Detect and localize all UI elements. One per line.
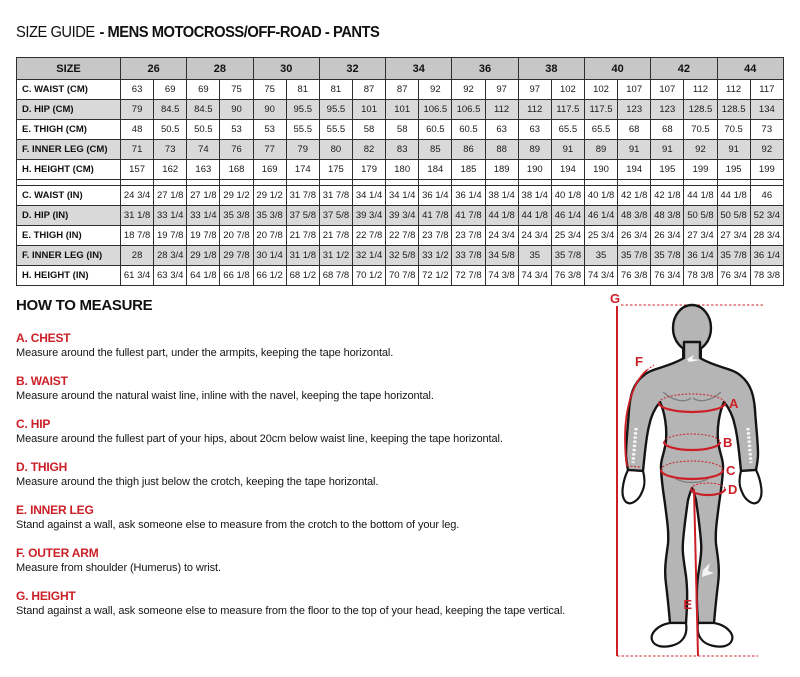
size-value-cell: 86 — [452, 140, 485, 160]
size-value-cell: 75 — [220, 80, 253, 100]
size-column-header: 38 — [518, 58, 584, 80]
measure-item-text: Measure around the fullest part of your hips, about 20cm below waist line, keeping the tape horizontal. — [16, 433, 503, 445]
size-value-cell: 19 7/8 — [187, 226, 220, 246]
measure-item-text: Measure around the thigh just below the crotch, keeping the tape horizontal. — [16, 476, 379, 488]
size-value-cell: 185 — [452, 160, 485, 180]
size-value-cell: 35 — [584, 246, 617, 266]
size-value-cell: 31 1/8 — [121, 206, 154, 226]
size-value-cell: 27 3/4 — [684, 226, 717, 246]
measure-item-text: Measure around the natural waist line, inline with the navel, keeping the tape horizontal. — [16, 390, 434, 402]
size-value-cell: 63 — [518, 120, 551, 140]
size-value-cell: 74 — [187, 140, 220, 160]
size-value-cell: 32 5/8 — [386, 246, 419, 266]
left-hand — [622, 470, 644, 503]
size-value-cell: 35 3/8 — [220, 206, 253, 226]
size-value-cell: 69 — [187, 80, 220, 100]
figure-label-a: A — [729, 396, 739, 411]
size-value-cell: 194 — [618, 160, 651, 180]
size-value-cell: 35 7/8 — [651, 246, 684, 266]
size-value-cell: 190 — [518, 160, 551, 180]
size-value-cell: 40 1/8 — [551, 186, 584, 206]
size-column-header: 34 — [386, 58, 452, 80]
size-value-cell: 61 3/4 — [121, 266, 154, 286]
size-value-cell: 65.5 — [584, 120, 617, 140]
size-value-cell: 31 1/8 — [286, 246, 319, 266]
size-value-cell: 90 — [220, 100, 253, 120]
size-value-cell: 60.5 — [452, 120, 485, 140]
size-value-cell: 68 — [618, 120, 651, 140]
size-value-cell: 38 1/4 — [485, 186, 518, 206]
size-value-cell: 20 7/8 — [253, 226, 286, 246]
size-value-cell: 28 3/4 — [154, 246, 187, 266]
right-hand — [740, 470, 762, 503]
size-value-cell: 21 7/8 — [319, 226, 352, 246]
measure-item-text: Stand against a wall, ask someone else to measure from the floor to the top of your head, keeping the tape vertical. — [16, 605, 566, 617]
size-value-cell: 112 — [518, 100, 551, 120]
size-value-cell: 29 7/8 — [220, 246, 253, 266]
size-column-header: 44 — [717, 58, 783, 80]
size-value-cell: 26 3/4 — [651, 226, 684, 246]
size-value-cell: 31 1/2 — [319, 246, 352, 266]
size-value-cell: 36 1/4 — [750, 246, 783, 266]
size-value-cell: 79 — [286, 140, 319, 160]
size-value-cell: 36 1/4 — [684, 246, 717, 266]
size-value-cell: 199 — [750, 160, 783, 180]
size-value-cell: 87 — [352, 80, 385, 100]
size-value-cell: 53 — [220, 120, 253, 140]
size-value-cell: 88 — [485, 140, 518, 160]
measure-item-label: F. OUTER ARM — [16, 546, 99, 560]
size-table-row — [17, 100, 784, 120]
size-value-cell: 76 3/8 — [551, 266, 584, 286]
size-value-cell: 169 — [253, 160, 286, 180]
size-value-cell: 101 — [352, 100, 385, 120]
size-value-cell: 76 3/8 — [618, 266, 651, 286]
size-value-cell: 95.5 — [319, 100, 352, 120]
size-value-cell: 168 — [220, 160, 253, 180]
size-value-cell: 68 — [651, 120, 684, 140]
body-diagram — [595, 280, 800, 677]
size-value-cell: 28 — [121, 246, 154, 266]
size-value-cell: 58 — [352, 120, 385, 140]
size-value-cell: 48 — [121, 120, 154, 140]
size-value-cell: 65.5 — [551, 120, 584, 140]
size-value-cell: 84.5 — [187, 100, 220, 120]
size-value-cell: 44 1/8 — [684, 186, 717, 206]
size-value-cell: 157 — [121, 160, 154, 180]
size-value-cell: 34 1/4 — [352, 186, 385, 206]
size-value-cell: 128.5 — [717, 100, 750, 120]
page-title — [16, 24, 379, 42]
size-value-cell: 76 3/4 — [651, 266, 684, 286]
size-value-cell: 20 7/8 — [220, 226, 253, 246]
figure-label-c: C — [726, 463, 736, 478]
size-value-cell: 70 7/8 — [386, 266, 419, 286]
size-value-cell: 22 7/8 — [352, 226, 385, 246]
measure-item-text: Measure around the fullest part, under the armpits, keeping the tape horizontal. — [16, 347, 394, 359]
size-table — [16, 57, 784, 286]
size-value-cell: 117 — [750, 80, 783, 100]
size-value-cell: 76 3/4 — [717, 266, 750, 286]
size-value-cell: 68 1/2 — [286, 266, 319, 286]
size-value-cell: 75 — [253, 80, 286, 100]
size-value-cell: 87 — [386, 80, 419, 100]
measure-item-label: A. CHEST — [16, 331, 71, 345]
size-value-cell: 70.5 — [684, 120, 717, 140]
measure-item — [16, 417, 616, 447]
size-column-header: 42 — [651, 58, 717, 80]
size-value-cell: 180 — [386, 160, 419, 180]
size-value-cell: 48 3/8 — [651, 206, 684, 226]
row-label: E. THIGH (CM) — [17, 120, 121, 140]
size-value-cell: 58 — [386, 120, 419, 140]
size-value-cell: 64 1/8 — [187, 266, 220, 286]
size-value-cell: 60.5 — [419, 120, 452, 140]
size-value-cell: 36 1/4 — [419, 186, 452, 206]
size-value-cell: 102 — [584, 80, 617, 100]
size-value-cell: 29 1/2 — [253, 186, 286, 206]
size-value-cell: 19 7/8 — [154, 226, 187, 246]
size-table-header-row — [17, 58, 784, 80]
size-value-cell: 69 — [154, 80, 187, 100]
size-value-cell: 22 7/8 — [386, 226, 419, 246]
size-value-cell: 27 3/4 — [717, 226, 750, 246]
size-table-corner-header: SIZE — [17, 58, 121, 80]
size-value-cell: 44 1/8 — [485, 206, 518, 226]
size-value-cell: 72 7/8 — [452, 266, 485, 286]
size-value-cell: 79 — [121, 100, 154, 120]
size-value-cell: 123 — [618, 100, 651, 120]
measure-item-label: D. THIGH — [16, 460, 68, 474]
size-value-cell: 101 — [386, 100, 419, 120]
measurement-figure — [595, 280, 800, 677]
figure-label-g: G — [610, 291, 621, 306]
size-value-cell: 53 — [253, 120, 286, 140]
size-value-cell: 31 7/8 — [286, 186, 319, 206]
row-label: D. HIP (IN) — [17, 206, 121, 226]
size-value-cell: 44 1/8 — [518, 206, 551, 226]
measure-item-text: Measure from shoulder (Humerus) to wrist. — [16, 562, 221, 574]
size-value-cell: 50 5/8 — [684, 206, 717, 226]
size-value-cell: 80 — [319, 140, 352, 160]
size-column-header: 36 — [452, 58, 518, 80]
size-value-cell: 81 — [286, 80, 319, 100]
size-value-cell: 92 — [684, 140, 717, 160]
size-value-cell: 33 1/4 — [154, 206, 187, 226]
size-value-cell: 25 3/4 — [551, 226, 584, 246]
size-value-cell: 174 — [286, 160, 319, 180]
size-value-cell: 27 1/8 — [154, 186, 187, 206]
size-value-cell: 23 7/8 — [419, 226, 452, 246]
size-value-cell: 81 — [319, 80, 352, 100]
size-column-header: 30 — [253, 58, 319, 80]
page-title-prefix: SIZE GUIDE — [16, 24, 95, 41]
size-value-cell: 24 3/4 — [121, 186, 154, 206]
row-label: F. INNER LEG (CM) — [17, 140, 121, 160]
size-value-cell: 83 — [386, 140, 419, 160]
size-value-cell: 39 3/4 — [386, 206, 419, 226]
size-value-cell: 23 7/8 — [452, 226, 485, 246]
size-value-cell: 50.5 — [187, 120, 220, 140]
measure-item-label: C. HIP — [16, 417, 51, 431]
size-table-row — [17, 80, 784, 100]
size-value-cell: 55.5 — [319, 120, 352, 140]
size-value-cell: 31 7/8 — [319, 186, 352, 206]
size-value-cell: 91 — [651, 140, 684, 160]
size-value-cell: 189 — [485, 160, 518, 180]
size-table-row — [17, 186, 784, 206]
size-value-cell: 78 3/8 — [750, 266, 783, 286]
size-value-cell: 76 — [220, 140, 253, 160]
measure-item — [16, 460, 616, 490]
figure-label-d: D — [728, 482, 738, 497]
size-value-cell: 26 3/4 — [618, 226, 651, 246]
size-value-cell: 123 — [651, 100, 684, 120]
size-table-row — [17, 226, 784, 246]
size-value-cell: 24 3/4 — [485, 226, 518, 246]
size-value-cell: 32 1/4 — [352, 246, 385, 266]
size-value-cell: 175 — [319, 160, 352, 180]
size-value-cell: 92 — [419, 80, 452, 100]
size-value-cell: 84.5 — [154, 100, 187, 120]
size-value-cell: 91 — [618, 140, 651, 160]
size-value-cell: 42 1/8 — [651, 186, 684, 206]
size-value-cell: 52 3/4 — [750, 206, 783, 226]
size-value-cell: 55.5 — [286, 120, 319, 140]
size-column-header: 26 — [121, 58, 187, 80]
size-value-cell: 50.5 — [154, 120, 187, 140]
size-value-cell: 21 7/8 — [286, 226, 319, 246]
size-value-cell: 66 1/8 — [220, 266, 253, 286]
size-value-cell: 36 1/4 — [452, 186, 485, 206]
size-value-cell: 92 — [750, 140, 783, 160]
size-value-cell: 30 1/4 — [253, 246, 286, 266]
size-value-cell: 97 — [518, 80, 551, 100]
size-value-cell: 39 3/4 — [352, 206, 385, 226]
size-value-cell: 46 1/4 — [584, 206, 617, 226]
size-value-cell: 18 7/8 — [121, 226, 154, 246]
size-value-cell: 28 3/4 — [750, 226, 783, 246]
size-value-cell: 117.5 — [551, 100, 584, 120]
size-value-cell: 91 — [717, 140, 750, 160]
size-table-row — [17, 206, 784, 226]
size-value-cell: 63 — [121, 80, 154, 100]
size-value-cell: 48 3/8 — [618, 206, 651, 226]
size-value-cell: 195 — [717, 160, 750, 180]
size-value-cell: 35 3/8 — [253, 206, 286, 226]
size-value-cell: 44 1/8 — [717, 186, 750, 206]
size-value-cell: 42 1/8 — [618, 186, 651, 206]
size-value-cell: 37 5/8 — [319, 206, 352, 226]
size-value-cell: 74 3/4 — [584, 266, 617, 286]
size-value-cell: 89 — [518, 140, 551, 160]
size-value-cell: 97 — [485, 80, 518, 100]
figure-label-b: B — [723, 435, 733, 450]
size-value-cell: 29 1/2 — [220, 186, 253, 206]
how-to-measure-heading: HOW TO MEASURE — [16, 297, 153, 314]
size-value-cell: 34 1/4 — [386, 186, 419, 206]
page-title-rest: - MENS MOTOCROSS/OFF-ROAD - PANTS — [99, 24, 380, 41]
size-value-cell: 89 — [584, 140, 617, 160]
size-value-cell: 73 — [154, 140, 187, 160]
size-value-cell: 46 — [750, 186, 783, 206]
size-value-cell: 70.5 — [717, 120, 750, 140]
size-value-cell: 74 3/8 — [485, 266, 518, 286]
size-value-cell: 71 — [121, 140, 154, 160]
size-value-cell: 184 — [419, 160, 452, 180]
size-value-cell: 37 5/8 — [286, 206, 319, 226]
row-label: H. HEIGHT (CM) — [17, 160, 121, 180]
row-label: D. HIP (CM) — [17, 100, 121, 120]
size-value-cell: 33 1/4 — [187, 206, 220, 226]
size-value-cell: 78 3/8 — [684, 266, 717, 286]
measure-item-text: Stand against a wall, ask someone else to measure from the crotch to the bottom of your leg. — [16, 519, 460, 531]
size-value-cell: 128.5 — [684, 100, 717, 120]
size-value-cell: 25 3/4 — [584, 226, 617, 246]
size-value-cell: 112 — [717, 80, 750, 100]
size-value-cell: 63 — [485, 120, 518, 140]
size-value-cell: 38 1/4 — [518, 186, 551, 206]
size-column-header: 28 — [187, 58, 253, 80]
size-value-cell: 106.5 — [419, 100, 452, 120]
size-value-cell: 73 — [750, 120, 783, 140]
size-value-cell: 63 3/4 — [154, 266, 187, 286]
size-value-cell: 95.5 — [286, 100, 319, 120]
size-value-cell: 27 1/8 — [187, 186, 220, 206]
figure-label-f: F — [635, 354, 643, 369]
size-value-cell: 190 — [584, 160, 617, 180]
row-label: F. INNER LEG (IN) — [17, 246, 121, 266]
measure-item-label: E. INNER LEG — [16, 503, 94, 517]
size-value-cell: 35 7/8 — [618, 246, 651, 266]
size-value-cell: 66 1/2 — [253, 266, 286, 286]
measure-item — [16, 589, 616, 619]
size-value-cell: 179 — [352, 160, 385, 180]
size-value-cell: 34 5/8 — [485, 246, 518, 266]
size-value-cell: 107 — [618, 80, 651, 100]
size-value-cell: 107 — [651, 80, 684, 100]
size-value-cell: 40 1/8 — [584, 186, 617, 206]
size-table-row — [17, 120, 784, 140]
size-value-cell: 199 — [684, 160, 717, 180]
size-value-cell: 163 — [187, 160, 220, 180]
size-value-cell: 194 — [551, 160, 584, 180]
size-column-header: 40 — [584, 58, 650, 80]
size-value-cell: 82 — [352, 140, 385, 160]
how-to-measure-section — [16, 297, 616, 632]
size-value-cell: 92 — [452, 80, 485, 100]
size-value-cell: 46 1/4 — [551, 206, 584, 226]
size-column-header: 32 — [319, 58, 385, 80]
size-value-cell: 68 7/8 — [319, 266, 352, 286]
row-label: C. WAIST (IN) — [17, 186, 121, 206]
size-value-cell: 29 1/8 — [187, 246, 220, 266]
measure-item-label: B. WAIST — [16, 374, 68, 388]
size-value-cell: 85 — [419, 140, 452, 160]
size-value-cell: 112 — [485, 100, 518, 120]
size-value-cell: 134 — [750, 100, 783, 120]
row-label: C. WAIST (CM) — [17, 80, 121, 100]
size-value-cell: 70 1/2 — [352, 266, 385, 286]
size-value-cell: 33 1/2 — [419, 246, 452, 266]
size-value-cell: 106.5 — [452, 100, 485, 120]
size-table-row — [17, 246, 784, 266]
size-value-cell: 72 1/2 — [419, 266, 452, 286]
measure-item — [16, 503, 616, 533]
size-table-row — [17, 160, 784, 180]
size-value-cell: 35 7/8 — [717, 246, 750, 266]
measure-item-label: G. HEIGHT — [16, 589, 76, 603]
right-foot — [698, 623, 733, 647]
size-value-cell: 195 — [651, 160, 684, 180]
left-foot — [652, 623, 687, 647]
size-value-cell: 162 — [154, 160, 187, 180]
size-value-cell: 91 — [551, 140, 584, 160]
size-value-cell: 117.5 — [584, 100, 617, 120]
size-value-cell: 102 — [551, 80, 584, 100]
size-value-cell: 33 7/8 — [452, 246, 485, 266]
size-value-cell: 77 — [253, 140, 286, 160]
row-label: H. HEIGHT (IN) — [17, 266, 121, 286]
size-table-row — [17, 140, 784, 160]
size-value-cell: 112 — [684, 80, 717, 100]
size-value-cell: 35 — [518, 246, 551, 266]
body-silhouette — [622, 305, 761, 647]
row-label: E. THIGH (IN) — [17, 226, 121, 246]
measure-item — [16, 374, 616, 404]
size-value-cell: 90 — [253, 100, 286, 120]
measure-item — [16, 331, 616, 361]
size-value-cell: 41 7/8 — [452, 206, 485, 226]
size-value-cell: 35 7/8 — [551, 246, 584, 266]
figure-label-e: E — [683, 597, 692, 612]
measure-item — [16, 546, 616, 576]
size-value-cell: 74 3/4 — [518, 266, 551, 286]
size-value-cell: 24 3/4 — [518, 226, 551, 246]
size-value-cell: 41 7/8 — [419, 206, 452, 226]
size-value-cell: 50 5/8 — [717, 206, 750, 226]
